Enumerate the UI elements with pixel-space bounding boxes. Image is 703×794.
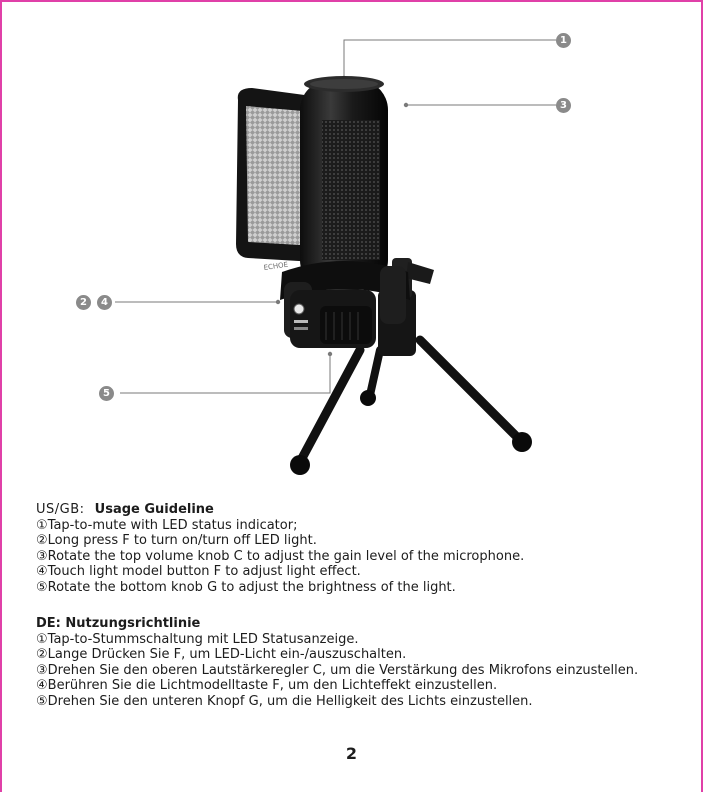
brand-mark: ECHOE — [263, 260, 289, 272]
english-item-5: ⑤Rotate the bottom knob G to adjust the brightness of the light. — [36, 579, 456, 595]
english-title: Usage Guideline — [94, 502, 214, 517]
region-label: US/GB: — [36, 502, 85, 517]
english-item-1: ①Tap-to-mute with LED status indicator; — [36, 517, 298, 533]
english-item-2: ②Long press F to turn on/turn off LED light. — [36, 533, 317, 548]
german-item-2: ②Lange Drücken Sie F, um LED-Licht ein-/auszuschalten. — [36, 647, 407, 662]
german-guideline — [36, 616, 676, 709]
german-title: DE: Nutzungsrichtlinie — [36, 616, 201, 631]
english-heading — [36, 502, 524, 518]
callout-4: 4 — [97, 295, 112, 310]
english-item-4: ④Touch light model button F to adjust light effect. — [36, 564, 361, 579]
english-guideline — [36, 502, 524, 595]
callout-2: 2 — [76, 295, 91, 310]
callout-1: 1 — [556, 33, 571, 48]
callout-5: 5 — [99, 386, 114, 401]
german-item-5: ⑤Drehen Sie den unteren Knopf G, um die Helligkeit des Lichts einzustellen. — [36, 693, 533, 709]
german-item-4: ④Berühren Sie die Lichtmodelltaste F, um den Lichteffekt einzustellen. — [36, 678, 498, 693]
german-item-3: ③Drehen Sie den oberen Lautstärkeregler C, um die Verstärkung des Mikrofons einzustellen. — [36, 662, 639, 678]
callout-3: 3 — [556, 98, 571, 113]
english-item-3: ③Rotate the top volume knob C to adjust the gain level of the microphone. — [36, 548, 525, 564]
page-number: 2 — [345, 744, 358, 763]
german-item-1: ①Tap-to-Stummschaltung mit LED Statusanzeige. — [36, 631, 359, 647]
